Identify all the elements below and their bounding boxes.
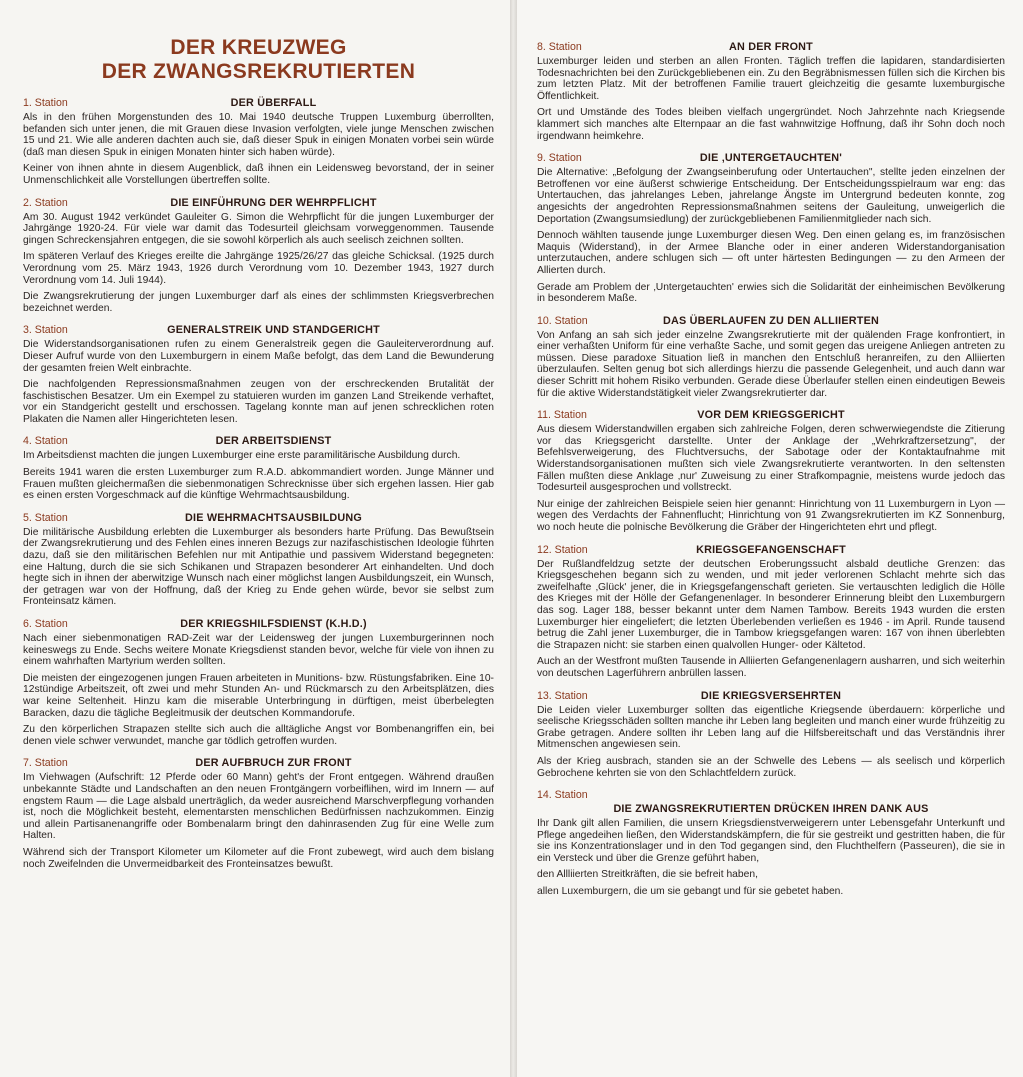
station-paragraph: Im Arbeitsdienst machten die jungen Luxemburger eine erste paramilitärische Ausbildung durch. [23,450,461,462]
station-header [23,434,494,448]
station-section [537,543,1005,680]
station-number: 9. Station [537,152,582,165]
station-number: 4. Station [23,435,68,448]
station-number: 13. Station [537,689,588,702]
station-title: DAS ÜBERLAUFEN ZU DEN ALLIIERTEN [663,314,879,327]
station-header [23,196,494,210]
station-section [23,511,494,608]
station-title: VOR DEM KRIEGSGERICHT [697,409,845,422]
station-number: 2. Station [23,196,68,209]
station-paragraph: Ihr Dank gilt allen Familien, die unsern Kriegsdienstverweigerern unter Lebensgefahr Unterkunft und Pflege angedeihen ließen, den Widerstandskämpfern, die für sie gestreikt und gestritten haben, die für sie ins Konzentrationslager und in den Tod gegangen sind, den Fluchthelfern (Passeuren), die sie in ein Versteck und über die Grenze geführt haben, [537,818,1005,864]
station-title: KRIEGSGEFANGENSCHAFT [696,543,846,556]
station-section [23,617,494,747]
station-header [23,323,494,337]
right-page [517,0,1023,1077]
station-title: DER AUFBRUCH ZUR FRONT [195,757,352,770]
station-paragraph: den Allliierten Streitkräften, die sie befreit haben, [537,869,758,881]
station-title: AN DER FRONT [729,41,813,53]
station-section [537,151,1005,305]
station-number: 14. Station [537,789,588,802]
station-section [23,196,494,315]
station-paragraph: Nur einige der zahlreichen Beispiele seien hier genannt: Hinrichtung von 11 Luxemburgern in Lyon — wegen des Verdachts der Fahnenflucht; Hinrichtung von 91 Zwangsrekrutierten im KZ Sonnenburg, wo noch heute die polnische Bevölkerung die Gräber der Hingerichteten ehrt und pflegt. [537,498,1005,533]
station-title: DIE ZWANGSREKRUTIERTEN DRÜCKEN IHREN DANK AUS [613,803,929,816]
station-paragraph: Die Zwangsrekrutierung der jungen Luxemburger darf als eines der schlimmsten Kriegsverbrechen bezeichnet werden. [23,291,494,314]
station-title: DIE EINFÜHRUNG DER WEHRPFLICHT [170,196,377,209]
station-paragraph: Auch an der Westfront mußten Tausende in Alliierten Gefangenenlagern ausharren, und sich weiterhin von deutschen Lagerführern anbrüllen lassen. [537,656,1005,679]
station-paragraph: Von Anfang an sah sich jeder einzelne Zwangsrekrutierte mit der quälenden Frage konfrontiert, in einer verhaßten Uniform für eine verhaßte Sache, und somit gegen das ureigene Anliegen antreten zu müssen. Diese paradoxe Situation ließ in manchen den Entschluß heranreifen, zu den Alliierten überzulaufen. Selten genug bot sich allerdings hierzu die passende Gelegenheit, und auch dann war dieser Schritt mit hohem Risiko verbunden. Gerade diese Überlaufer stellen einen eindeutigen Beweis für die aktive Widerstandstätigkeit vieler Zwangsrekrutierter dar. [537,329,1005,399]
station-paragraph: Während sich der Transport Kilometer um Kilometer auf die Front zubewegt, wird auch dem bislang noch Zweifelnden die Unvermeidbarkeit des Fronteinsatzes bewußt. [23,846,494,870]
station-title: DER ÜBERFALL [230,97,317,109]
station-paragraph: Dennoch wählten tausende junge Luxemburger diesen Weg. Den einen gelang es, im französischen Maquis (Widerstand), in der Armee Blanche oder in einer anderen Widerstandorganisation unterzutauchen, andere schlugen sich — oft unter härtesten Bedingungen — zu den Armeen der Allierten durch. [537,230,1005,276]
station-header [23,617,494,631]
station-header [23,96,494,110]
station-paragraph: Als der Krieg ausbrach, standen sie an der Schwelle des Lebens — als seelisch und körperlich Gebrochene kehrten sie von den Schlachtfeldern zurück. [537,755,1005,779]
station-header [537,151,1005,165]
station-header [537,314,1005,328]
station-paragraph: Ort und Umstände des Todes bleiben vielfach ungergründet. Noch Jahrzehnte nach Kriegsende klammert sich manches alte Elternpaar an die fast wahnwitzige Hoffnung, daß ihr Sohn doch noch irgendwann heimkehre. [537,107,1005,142]
station-paragraph: Die Alternative: „Befolgung der Zwangseinberufung oder Untertauchen", stellte jeden einzelnen der Betroffenen vor eine äußerst schwierige Entscheidung. Der Entscheidungsspielraum war eng: das Untertauchen, das jahrelanges Leben, jahrelange Ängste im Untergrund bedeuten konnte, zog angesichts der angedrohten Repressionsmaßnahmen seitens der Gauleitung, unweigerlich die Deportation (Zwangsumsiedlung) der zurückgebliebenen Familienmitglieder nach sich. [537,167,1005,225]
station-paragraph: Keiner von ihnen ahnte in diesem Augenblick, daß ihnen ein Leidensweg bevorstand, der in seiner Unmenschlichkeit alle Vorstellungen übertreffen sollte. [23,163,494,186]
station-paragraph: Die nachfolgenden Repressionsmaßnahmen zeugen von der erschreckenden Brutalität der faschistischen Besatzer. Um ein Exempel zu statuieren wurden im ganzen Land Streikende verhaftet, vor ein Standgericht gestellt und erschossen. Tagelang konnte man auf jenen schrecklichen roten Plakaten die Namen aller Hingerichteten lesen. [23,379,494,425]
station-section [537,314,1005,400]
station-number: 8. Station [537,41,582,53]
left-column [23,96,494,870]
station-header [537,689,1005,703]
station-title: DER ARBEITSDIENST [215,435,332,448]
station-header [537,408,1005,422]
left-page [0,0,510,1077]
station-paragraph: Im späteren Verlauf des Krieges ereilte die Jahrgänge 1925/26/27 das gleiche Schicksal. (1925 durch Verordnung vom 25. März 1943, 1926 durch Verordnung vom 10. Dezember 1943, 1927 durch Verordnung vom 14. Juli 1944). [23,251,494,286]
document-title [23,36,494,84]
station-header [537,40,1005,54]
station-number: 7. Station [23,757,68,770]
station-paragraph: Luxemburger leiden und sterben an allen Fronten. Täglich treffen die lapidaren, standardisierten Todesnachrichten bei den Zurückgebliebenen ein. Zu den Begräbnismessen füllen sich die Kirchen bis zum letzten Platz. Mit der betroffenen Familie trauert gleichzeitig die gesamte luxemburgische Öffentlichkeit. [537,56,1005,102]
station-title: DIE WEHRMACHTSAUSBILDUNG [185,511,362,524]
station-section [537,40,1005,142]
station-title: DIE KRIEGSVERSEHRTEN [700,689,842,702]
station-header [23,756,494,770]
station-paragraph: Die Leiden vieler Luxemburger sollten das eigentliche Kriegsende überdauern: körperliche und seelische Kriegsschäden sollten manche ihr Leben lang begleiten und manch einer wurde frühzeitig zu Grabe getragen. Andere sollten ihr Leben lang auf die Hilfsbereitschaft und das Verständnis ihrer Mitmenschen angewiesen sein. [537,704,1005,751]
station-header [537,543,1005,557]
station-number: 5. Station [23,511,68,524]
station-number: 6. Station [23,618,68,630]
page-fold [510,0,517,1077]
right-column [537,40,1005,898]
station-number: 12. Station [537,543,588,556]
title-line-1: DER KREUZWEG [170,36,347,59]
station-header [23,511,494,525]
station-title: GENERALSTREIK UND STANDGERICHT [167,324,380,337]
station-paragraph: Die meisten der eingezogenen jungen Frauen arbeiteten in Munitions- bzw. Rüstungsfabriken. Eine 10-12stündige Arbeitszeit, oft zwei und mehr Stunden An- und Rückmarsch zu den Arbeitsplätzen, dies war keine Seltenheit. Hinzu kam die miserable Unterbringung in dürftigen, meist überbelegten Baracken, dazu die tägliche Begleitmusik der deutschen Kommandorufe. [23,672,494,719]
station-paragraph: Im Viehwagen (Aufschrift: 12 Pferde oder 60 Mann) geht's der Front entgegen. Während draußen unbekannte Städte und Landschaften an den neuen Frontgängern vorbeiflihen, wird im Innern — auf engstem Raum — die Lage alsbald unerträglich, da weder ausreichend Marschverpflegung vorhanden ist, noch die Möglichkeit besteht, elementarsten menschlichen Bedürfnissen nachzukommen. Einzig und allein Partisanenangriffe oder Bombenalarm bringt den dahinrasenden Zug für eine Welle zum Halten. [23,772,494,842]
station-section [537,788,1005,898]
station-header [537,788,1005,816]
station-number: 3. Station [23,324,68,337]
title-line-2: DER ZWANGSREKRUTIERTEN [101,60,416,83]
station-title: DER KRIEGSHILFSDIENST (K.H.D.) [180,618,367,630]
station-paragraph: Die Widerstandsorganisationen rufen zu einem Generalstreik gegen die Gauleiterverordnung auf. Dieser Aufruf wurde von den Luxemburgern in einem Maße befolgt, das dem Land die Bewunderung der gesamten freien Welt einbrachte. [23,339,494,374]
station-section [23,323,494,425]
station-section [537,689,1005,780]
station-paragraph: Der Rußlandfeldzug setzte der deutschen Eroberungssucht alsbald deutliche Grenzen: das Kriegsgeschehen begann sich zu wenden, und mit jeder verlorenen Schlacht mehrte sich das zweifelhafte ‚Glück' jener, die in Kriegsgefangenschaft gerieten. Sie vertauschten lediglich die Hölle des Krieges mit der Hölle der Gefangenenlager. In besonderer Erinnerung bleibt den Luxemburgern das sog. Lager 188, besser bekannt unter dem Namen Tambow. Bereits 1943 wurden die ersten Luxemburger hier eingeliefert; die letzten Überlebenden verließen es 1946 - im April. Runde tausend betrug die Zahl jener Luxemburger, die in Tambow kriegsgefangen waren: 167 von ihnen überlebten die Strapazen nicht: sie starben einen qualvollen Hunger- oder Kältetod. [537,558,1005,651]
station-section [537,408,1005,533]
station-number: 1. Station [23,97,68,109]
station-paragraph: Nach einer siebenmonatigen RAD-Zeit war der Leidensweg der jungen Luxemburgerinnen noch keineswegs zu Ende. Sechs weitere Monate Kriegsdienst standen bevor, welche für viele von ihnen zu einem wahrhaften Martyrium werden sollten. [23,633,494,668]
station-paragraph: allen Luxemburgern, die um sie gebangt und für sie gebetet haben. [537,886,844,898]
station-title: DIE ‚UNTERGETAUCHTEN' [699,152,843,165]
station-paragraph: Bereits 1941 waren die ersten Luxemburger zum R.A.D. abkommandiert worden. Junge Männer und Frauen mußten gleichermaßen die siebenmonatigen Schrecknisse über sich ergehen lassen. Hier gab es einen ersten Vorgeschmack auf die künftige Wehrmachtsausbildung. [23,467,494,502]
station-paragraph: Aus diesem Widerstandwillen ergaben sich zahlreiche Folgen, deren schwerwiegendste die Zitierung vor das Kriegsgericht darstellte. Unter der Anklage der „Wehrkraftzersetzung", der Befehlsverweigerung, des Fluchtversuchs, der Sabotage oder der Kontaktaufnahme mit Widerstandsorganisationen mußten sich viele Zwangsrekrutierte verantworten. In den seltensten Fällen mußten diese Anklage ‚nur' Zuweisung zu einer Strafkompagnie, meistens wurde jedoch das Todesurteil ausgesprochen und vollstreckt. [537,424,1005,494]
station-section [23,96,494,187]
station-section [23,756,494,870]
station-number: 10. Station [537,314,588,327]
station-paragraph: Die militärische Ausbildung erlebten die Luxemburger als besonders harte Prüfung. Das Bewußtsein der Zwangsrekrutierung und des Fehlen eines inneren Bezugs zur nazifaschistischen Ideologie führten dazu, daß sie den militärischen Befehlen nur mit Antipathie und passivem Widerstand begegneten: eine Haltung, durch die sie sich Schikanen und Strapazen besonderer Art einhandelten. Und doch hegte sich in ihnen der aberwitzige Wunsch nach einer möglichst langen Ausbildungszeit, ein Wunsch, der getragen war von der Hoffnung, daß der Krieg zu Ende gehen würde, bevor sie selbst zum Fronteinsatz kämen. [23,526,494,608]
station-section [23,434,494,501]
station-paragraph: Als in den frühen Morgenstunden des 10. Mai 1940 deutsche Truppen Luxemburg überrollten, befanden sich unter jenen, die mit Grauen diese Invasion verfolgten, viele junge Menschen zwischen 15 und 21. Wie alle anderen dachten auch sie, daß dieser Spuk in einigen Monaten vorbei sein würde (daß man diesen Spuk in einigen Monaten hinter sich haben würde). [23,112,494,158]
station-paragraph: Am 30. August 1942 verkündet Gauleiter G. Simon die Wehrpflicht für die jungen Luxemburger der Jahrgänge 1920-24. Für viele war damit das Todesurteil gleichsam vorweggenommen. Tausende gingen Schreckensjahren entgegen, die sie sowohl körperlich als auch seelisch zeichnen sollten. [23,211,494,246]
station-paragraph: Gerade am Problem der ‚Untergetauchten' erwies sich die Solidarität der einheimischen Bevölkerung in besonderem Maße. [537,281,1005,305]
station-paragraph: Zu den körperlichen Strapazen stellte sich auch die alltägliche Angst vor Bombenangriffen ein, bei denen viele schwer verwundet, manche gar tödlich getroffen wurden. [23,724,494,747]
station-number: 11. Station [537,409,587,422]
